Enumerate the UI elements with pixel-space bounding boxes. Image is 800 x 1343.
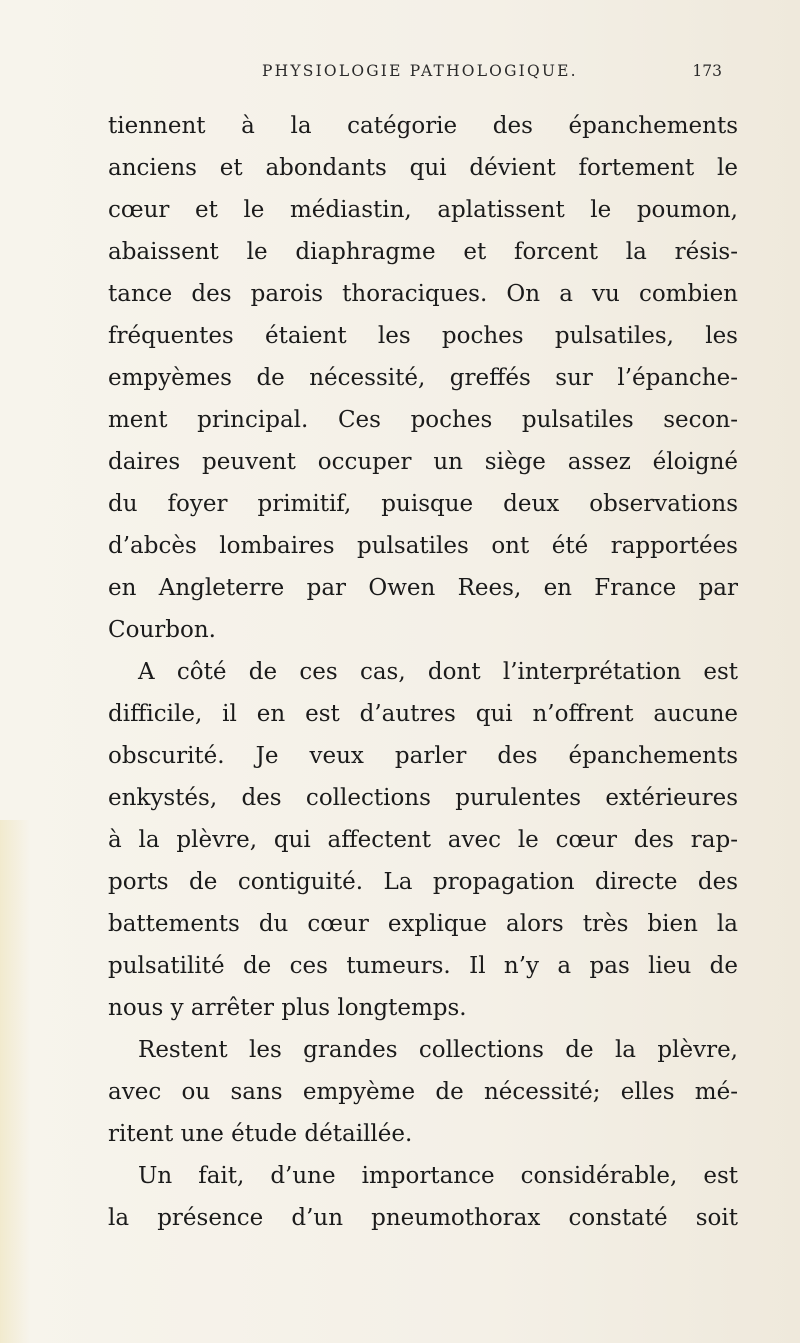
text-line: du foyer primitif, puisque deux observations [108,491,738,517]
text-line: cœur et le médiastin, aplatissent le poumon, [108,197,738,223]
text-line: tance des parois thoraciques. On a vu combien [108,281,738,307]
text-line: daires peuvent occuper un siège assez éloigné [108,449,738,475]
text-line: battements du cœur explique alors très bien la [108,911,738,937]
text-line: A côté de ces cas, dont l’interprétation est [138,659,738,685]
text-line: en Angleterre par Owen Rees, en France par [108,575,738,601]
page-number: 173 [692,62,722,80]
text-line: pulsatilité de ces tumeurs. Il n’y a pas lieu de [108,953,738,979]
text-line: ment principal. Ces poches pulsatiles secon- [108,407,738,433]
text-line: empyèmes de nécessité, greffés sur l’épanche- [108,365,738,391]
text-line: obscurité. Je veux parler des épanchements [108,743,738,769]
text-line: anciens et abondants qui dévient fortement le [108,155,738,181]
text-line: nous y arrêter plus longtemps. [108,995,467,1021]
text-line: abaissent le diaphragme et forcent la résis- [108,239,738,265]
page-header [262,62,732,86]
text-line: ports de contiguité. La propagation directe des [108,869,738,895]
page-edge-stain [0,820,30,1343]
text-line: ritent une étude détaillée. [108,1121,413,1147]
text-line: Restent les grandes collections de la plèvre, [138,1037,738,1063]
text-line: Un fait, d’une importance considérable, est [138,1163,738,1189]
body-text [108,105,738,1239]
text-line: la présence d’un pneumothorax constaté soit [108,1205,738,1231]
text-line: à la plèvre, qui affectent avec le cœur des rap- [108,827,738,853]
text-line: avec ou sans empyème de nécessité; elles mé- [108,1079,738,1105]
text-line: tiennent à la catégorie des épanchements [108,113,738,139]
text-line: difficile, il en est d’autres qui n’offrent aucune [108,701,738,727]
text-line: fréquentes étaient les poches pulsatiles, les [108,323,738,349]
text-line: enkystés, des collections purulentes extérieures [108,785,738,811]
text-line: Courbon. [108,617,216,643]
text-line: d’abcès lombaires pulsatiles ont été rapportées [108,533,738,559]
running-head: PHYSIOLOGIE PATHOLOGIQUE. [262,62,578,80]
